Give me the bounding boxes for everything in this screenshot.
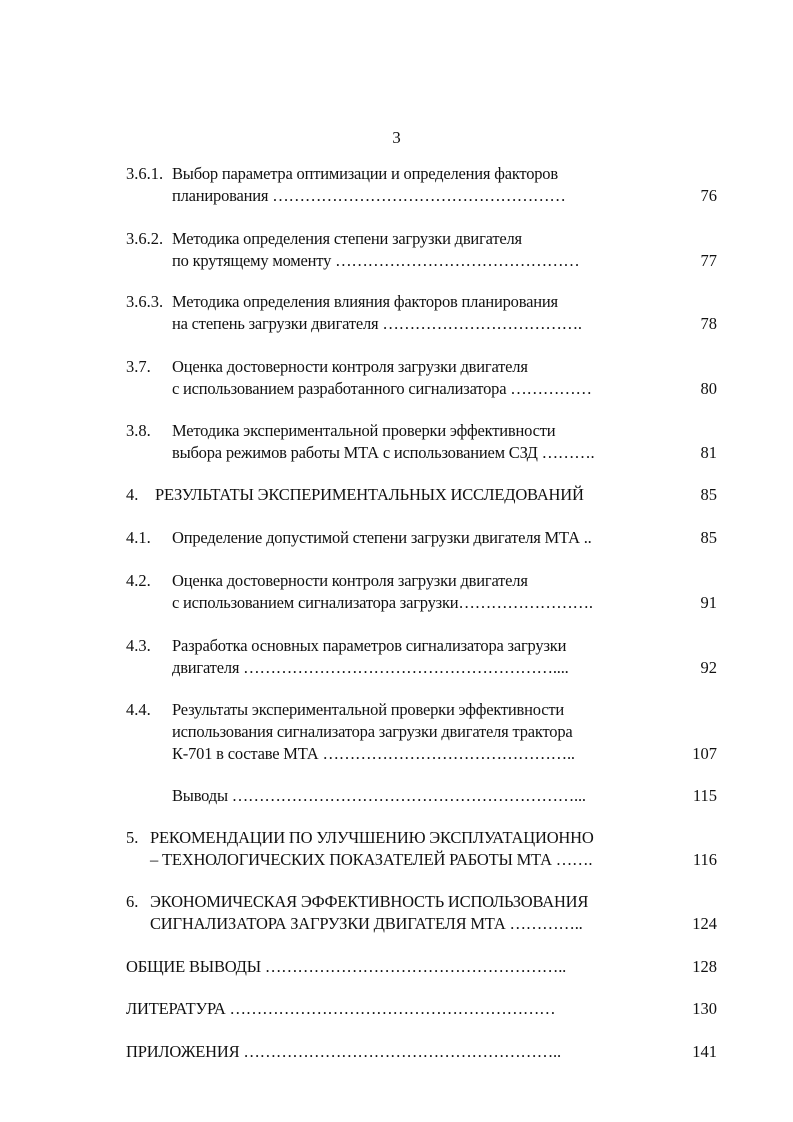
toc-entry-title-line: Методика экспериментальной проверки эффективности: [172, 421, 556, 440]
toc-entry-page: 130: [692, 999, 717, 1018]
toc-entry-number: 3.6.3.: [126, 292, 164, 311]
toc-entry-title-line: планирования ………………………………………………: [172, 186, 566, 205]
toc-entry-title-line: СИГНАЛИЗАТОРА ЗАГРУЗКИ ДВИГАТЕЛЯ МТА …………..: [150, 914, 583, 933]
toc-entry-page: 76: [700, 186, 717, 205]
toc-entry-page: 128: [692, 957, 717, 976]
toc-entry-page: 81: [700, 443, 717, 462]
toc-entry-title-line: с использованием разработанного сигнализатора ……………: [172, 379, 592, 398]
toc-entry-number: 3.7.: [126, 357, 151, 376]
toc-entry-title-line: Определение допустимой степени загрузки двигателя МТА ..: [172, 528, 592, 547]
toc-entry-number: 3.6.2.: [126, 229, 164, 248]
toc-entry-title-line: Оценка достоверности контроля загрузки двигателя: [172, 357, 528, 376]
toc-entry-title-line: РЕКОМЕНДАЦИИ ПО УЛУЧШЕНИЮ ЭКСПЛУАТАЦИОННО: [150, 828, 594, 847]
toc-entry-page: 91: [700, 593, 717, 612]
toc-entry-page: 85: [700, 528, 717, 547]
toc-entry-title-line: на степень загрузки двигателя ……………………………….: [172, 314, 582, 333]
toc-entry-number: 4.2.: [126, 571, 151, 590]
toc-entry-title-line: К-701 в составе МТА ………………………………………..: [172, 744, 575, 763]
toc-entry-title-line: ПРИЛОЖЕНИЯ …………………………………………………..: [126, 1042, 561, 1061]
toc-entry-title-line: выбора режимов работы МТА с использованием СЗД ……….: [172, 443, 595, 462]
toc-entry-title-line: Методика определения влияния факторов планирования: [172, 292, 558, 311]
toc-entry-title-line: с использованием сигнализатора загрузки…………………….: [172, 593, 593, 612]
toc-entry-title-line: Методика определения степени загрузки двигателя: [172, 229, 522, 248]
toc-entry-number: 5.: [126, 828, 139, 847]
toc-entry-page: 124: [692, 914, 717, 933]
page-number: 3: [392, 128, 401, 147]
toc-entry-page: 77: [700, 251, 717, 270]
toc-entry-title-line: ОБЩИЕ ВЫВОДЫ ………………………………………………..: [126, 957, 567, 976]
toc-entry-title-line: РЕЗУЛЬТАТЫ ЭКСПЕРИМЕНТАЛЬНЫХ ИССЛЕДОВАНИЙ: [155, 485, 584, 504]
toc-entry-title-line: ЛИТЕРАТУРА ……………………………………………………: [126, 999, 556, 1018]
toc-entry-number: 3.8.: [126, 421, 151, 440]
toc-entry-title-line: Выводы ………………………………………………………...: [172, 786, 586, 805]
toc-entry-number: 6.: [126, 892, 139, 911]
toc-entry-page: 85: [700, 485, 717, 504]
toc-entry-page: 78: [700, 314, 717, 333]
toc-entry-title-line: по крутящему моменту ………………………………………: [172, 251, 580, 270]
toc-entry-page: 116: [692, 850, 717, 869]
toc-entry-page: 80: [700, 379, 717, 398]
toc-entry-page: 107: [692, 744, 717, 763]
toc-entry-title-line: – ТЕХНОЛОГИЧЕСКИХ ПОКАЗАТЕЛЕЙ РАБОТЫ МТА …….: [150, 850, 593, 869]
toc-entry-number: 4.4.: [126, 700, 151, 719]
toc-entry-number: 3.6.1.: [126, 164, 164, 183]
toc-entry-page: 141: [692, 1042, 717, 1061]
toc-entry-page: 92: [700, 658, 717, 677]
toc-entry-title-line: Разработка основных параметров сигнализатора загрузки: [172, 636, 567, 655]
toc-entry-page: 115: [692, 786, 717, 805]
toc-entry-number: 4.1.: [126, 528, 151, 547]
toc-entry-number: 4.3.: [126, 636, 151, 655]
toc-entry-title-line: двигателя …………………………………………………....: [172, 658, 569, 677]
toc-entry-number: 4.: [126, 485, 139, 504]
toc-entry-title-line: Оценка достоверности контроля загрузки двигателя: [172, 571, 528, 590]
toc-entry-title-line: ЭКОНОМИЧЕСКАЯ ЭФФЕКТИВНОСТЬ ИСПОЛЬЗОВАНИЯ: [150, 892, 589, 911]
toc-entry-title-line: Выбор параметра оптимизации и определения факторов: [172, 164, 558, 183]
toc-entry-title-line: использования сигнализатора загрузки двигателя трактора: [172, 722, 573, 741]
toc-entry-title-line: Результаты экспериментальной проверки эффективности: [172, 700, 565, 719]
